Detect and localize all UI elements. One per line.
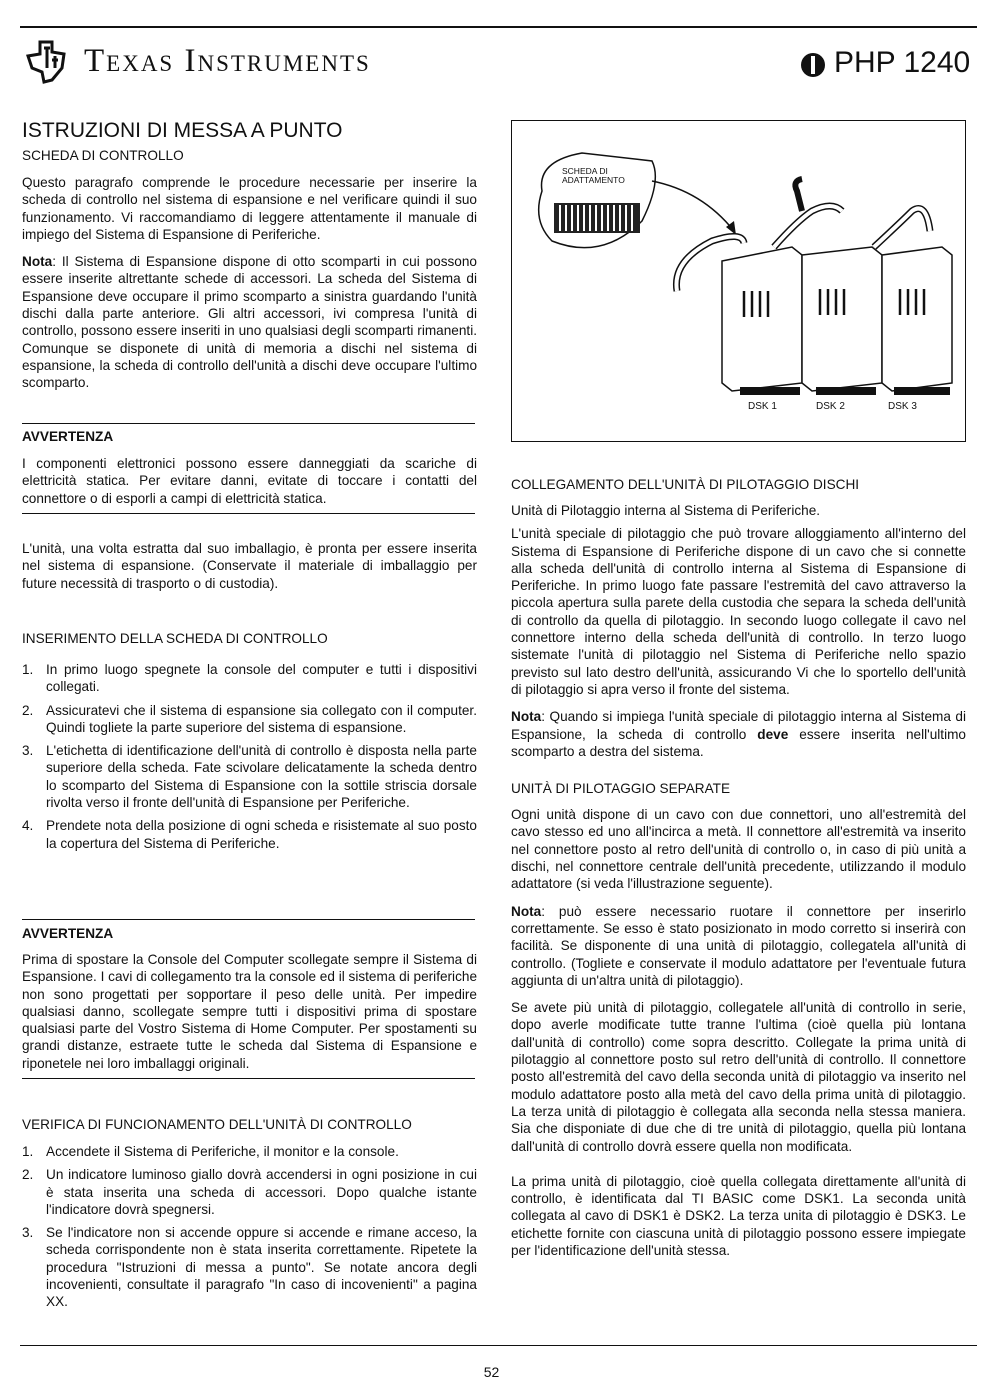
brand-name: Texas Instruments bbox=[84, 43, 371, 79]
warning2-title: AVVERTENZA bbox=[22, 926, 114, 941]
warning2-text: Prima di spostare la Console del Computer scollegate sempre il Sistema di Espansione. I cavi di collegamento tra la console ed il sistema di periferiche non sono progettati per sopportare il peso delle unità. Per impedire qualsiasi danno, scollegate sempre tutti i dispositivi prima di spostare qualsiasi parte del Vostro Sistema di Home Computer. Per spostamenti su grandi distanze, estraete tutte le scheda dal Sistema di Espansione e riponetele nei loro imballaggi originali. bbox=[22, 952, 477, 1071]
dsk-paragraph: La prima unità di pilotaggio, cioè quella collegata direttamente all'unità di controllo, è identificata dal TI BASIC come DSK1. La seconda unità collegata al cavo di DSK1 è DSK2. La terza unita di pilotaggio è DSK3. Le etichette fornite con ciascuna unità di pilotaggio possono essere impiegate per l'identificazione dell'unità stessa. bbox=[511, 1173, 966, 1258]
page-number: 52 bbox=[483, 1364, 500, 1380]
left-column bbox=[22, 118, 477, 392]
top-rule bbox=[20, 26, 977, 28]
right-column bbox=[511, 476, 966, 1259]
warning2-block bbox=[22, 925, 477, 1072]
step-number: 1. bbox=[22, 1144, 34, 1159]
model-number: PHP 1240 bbox=[834, 46, 971, 79]
sep-title: UNITÀ DI PILOTAGGIO SEPARATE bbox=[511, 781, 731, 797]
note1-post: essere inserita nell'ultimo scomparto a destra del sistema. bbox=[511, 726, 966, 759]
figure-label-dsk1: DSK 1 bbox=[748, 401, 777, 412]
unpack-paragraph: L'unità, una volta estratta dal suo imballagio, è pronta per essere inserita nel sistema di espansione. (Conservate il materiale di imballaggio per future necessità di trasporto o di custodia). bbox=[22, 541, 477, 591]
step-text: Se l'indicatore non si accende oppure si accende e rimane acceso, la scheda corrispondente non è stata inserita correttamente. Ripetete la procedura "Istruzioni di messa a punto". Se notate ancora degli incovenienti, consultate il paragrafo "In caso di incovenienti" a pagina XX. bbox=[46, 1225, 477, 1310]
warning2-bottom-rule bbox=[22, 1078, 475, 1079]
figure-box bbox=[511, 120, 966, 442]
warning1-block bbox=[22, 428, 477, 507]
conn-subtitle: Unità di Pilotaggio interna al Sistema di Periferiche. bbox=[511, 503, 821, 518]
step-text: Accendete il Sistema di Periferiche, il monitor e la console. bbox=[46, 1144, 399, 1159]
model-bullet-icon bbox=[800, 52, 826, 78]
warning1-text: I componenti elettronici possono essere danneggiati da scariche di elettricità statica. Per evitare danni, evitate di toccare i contatti del connettore o di esporli a campi di elettricità statica. bbox=[22, 456, 477, 506]
verify-title: VERIFICA DI FUNCIONAMENTO DELL'UNITÀ DI CONTROLLO bbox=[22, 1117, 412, 1132]
warning2-top-rule bbox=[22, 919, 475, 920]
step-text: Assicuratevi che il sistema di espansione sia collegato con il computer. Quindi togliete la parte superiore del sistema di espansione. bbox=[46, 702, 477, 735]
step-number: 3. bbox=[22, 1225, 34, 1241]
section-title: ISTRUZIONI DI MESSA A PUNTO bbox=[22, 119, 343, 142]
insert-step bbox=[22, 817, 477, 852]
insert-title: INSERIMENTO DELLA SCHEDA DI CONTROLLO bbox=[22, 631, 328, 646]
warning1-top-rule bbox=[22, 423, 475, 424]
step-text: Prendete nota della posizione di ogni scheda e risistemate al suo posto la copertura del Sistema di Periferiche. bbox=[46, 818, 477, 851]
verify-steps bbox=[22, 1143, 477, 1311]
note1-paragraph bbox=[511, 708, 966, 760]
ti-logo-icon bbox=[22, 38, 74, 86]
section-subtitle: SCHEDA DI CONTROLLO bbox=[22, 148, 184, 163]
sep-paragraph: Ogni unità dispone di un cavo con due connettori, uno all'estremità del cavo stesso ed uno all'incirca a metà. Il connettore all'estremità va inserito nel connettore posto al retro dell'unità di controllo o, in caso di più unità a dischi, nel connettore centrale dell'unità precedente, utilizzando il modulo adattatore (si veda l'illustrazione seguente). bbox=[511, 807, 966, 892]
warning1-title: AVVERTENZA bbox=[22, 429, 114, 444]
note-label: Nota bbox=[22, 254, 53, 270]
note2-text: : può essere necessario ruotare il connettore per inserirlo correttamente. Se esso è stato posizionato in modo corretto si inserirà con facilità. Se disponente di una unità di pilotaggio, collegatela all'unità di controllo. (Togliete e conservate il modulo adattatore per l'eventuale futura aggiunta di un'altra unità di pilotaggio). bbox=[511, 903, 966, 988]
bottom-rule bbox=[20, 1345, 977, 1346]
intro-paragraph: Questo paragrafo comprende le procedure necessarie per inserire la scheda di controllo nel sistema di espansione e nel verificare quindi il suo funzionamento. Vi raccomandiamo di leggere attentamente il manuale di impiego del Sistema di Espansione di Periferiche. bbox=[22, 175, 477, 242]
step-number: 2. bbox=[22, 702, 34, 718]
verify-step bbox=[22, 1166, 477, 1218]
step-text: Un indicatore luminoso giallo dovrà accendersi in ogni posizione in cui è stata inserita una scheda di accessori. Dopo qualche istante l'indicatore dovrà spegnersi. bbox=[46, 1167, 477, 1217]
unpack-block bbox=[22, 540, 477, 592]
note1-bold: deve bbox=[757, 726, 789, 742]
insert-step bbox=[22, 702, 477, 737]
insert-steps bbox=[22, 661, 477, 852]
verify-step bbox=[22, 1143, 477, 1160]
verify-step bbox=[22, 1224, 477, 1310]
step-number: 4. bbox=[22, 818, 34, 834]
step-number: 3. bbox=[22, 743, 34, 759]
insert-block bbox=[22, 630, 477, 858]
figure-label-dsk2: DSK 2 bbox=[816, 401, 845, 412]
note-paragraph bbox=[22, 253, 477, 391]
figure-callout: SCHEDA DI ADATTAMENTO bbox=[562, 166, 625, 185]
step-text: In primo luogo spegnete la console del computer e tutti i dispositivi collegati. bbox=[46, 662, 477, 695]
step-number: 2. bbox=[22, 1167, 34, 1183]
note1-label: Nota bbox=[511, 709, 542, 725]
warning1-bottom-rule bbox=[22, 513, 475, 514]
insert-step bbox=[22, 661, 477, 696]
verify-block bbox=[22, 1116, 477, 1317]
step-text: L'etichetta di identificazione dell'unità di controllo è disposta nella parte superiore della scheda. Fate scivolare delicatamente la scheda dentro lo scomparto del Sistema di Espansione con la sottile striscia dorsale rivolta verso il fronte dell'unità di Espansione per Periferiche. bbox=[46, 743, 477, 811]
step-number: 1. bbox=[22, 662, 34, 677]
conn-title: COLLEGAMENTO DELL'UNITÀ DI PILOTAGGIO DISCHI bbox=[511, 477, 860, 492]
note2-label: Nota bbox=[511, 903, 542, 919]
note1-pre: : Quando si impiega l'unità speciale di pilotaggio interna al Sistema di Espansione, la scheda di controllo bbox=[511, 709, 966, 742]
figure-label-dsk3: DSK 3 bbox=[888, 401, 917, 412]
conn-paragraph: L'unità speciale di pilotaggio che può trovare alloggiamento all'interno del Sistema di Espansione di Periferiche dispone di un cavo che si connette alla scheda dell'unità di controllo interna al Sistema di Espansione di Periferiche. In primo luogo fate passare l'estremità del cavo attraverso la piccola apertura sulla parete della custodia che separa la scheda dell'unità di controllo da quella di pilotaggio. In secondo luogo collegate il cavo nel connettore interno della scheda dell'unità di controllo. In terzo luogo sistemate l'unità di pilotaggio nel Sistema di Periferiche nello spazio previsto sul lato destro dell'unità, assicurando Vi che lo sportello dell'unità di pilotaggio si apra verso il fronte del sistema. bbox=[511, 526, 966, 697]
note-text: : Il Sistema di Espansione dispone di otto scomparti in cui possono essere inserite altrettante schede di accessori. La scheda del Sistema di Espansione deve occupare il primo scomparto a sinistra guardando l'unità dischi dalla parte anteriore. Gli altri accessori, ivi compresa l'unità di controllo, possono essere inseriti in uno qualsiasi degli scomparti rimanenti. Comunque se disponete di unità di memoria a dischi nel sistema di espansione, la scheda di controllo dell'unità a dischi deve occupare l'ultimo scomparto. bbox=[22, 254, 477, 391]
insert-step bbox=[22, 742, 477, 811]
series-paragraph: Se avete più unità di pilotaggio, collegatele all'unità di controllo in serie, dopo averle modificate tutte tranne l'ultima (cioè quella più lontana dall'unità di controllo) come sopra descritto. Collegate la prima unità di pilotaggio al connettore posto sul retro dell'unità di controllo. Il connettore posto all'estremità del cavo della seconda unità di pilotaggio va inserito nel modulo adattatore posto alla metà del cavo della prima unità di pilotaggio. La terza unità di pilotaggio è collegata alla seconda nella stessa maniera. Sia che disponiate di due che di tre unità di pilotaggio, quella più lontana dall'unità di controllo dovrà essere quella non modificata. bbox=[511, 1000, 966, 1154]
note2-paragraph bbox=[511, 903, 966, 989]
